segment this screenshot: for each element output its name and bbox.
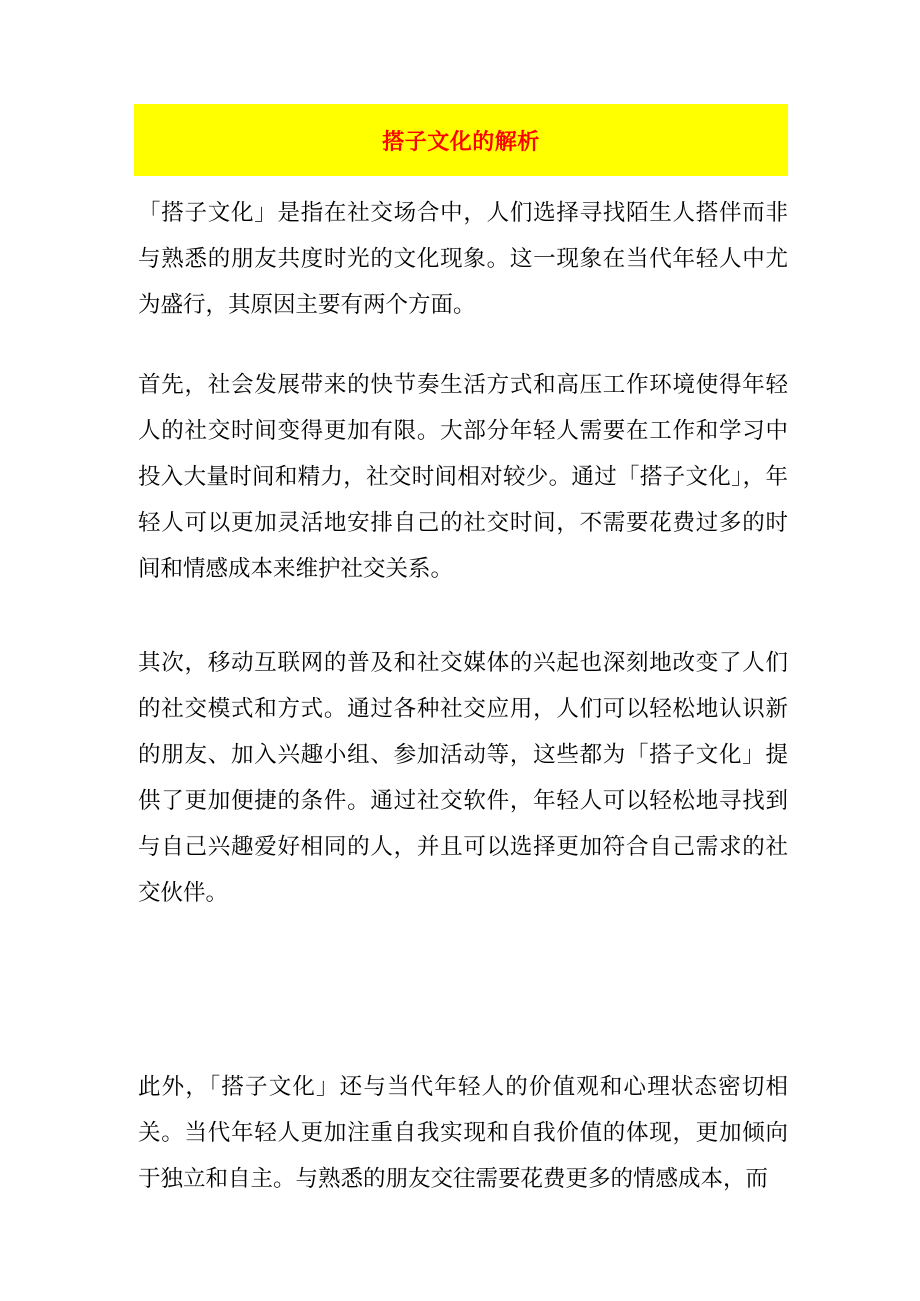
paragraph-additional: 此外，「搭子文化」还与当代年轻人的价值观和心理状态密切相关。当代年轻人更加注重自我实现和自我价值的体现，更加倾向于独立和自主。与熟悉的朋友交往需要花费更多的情感成本，而 <box>138 1074 788 1192</box>
paragraph-second-reason: 其次，移动互联网的普及和社交媒体的兴起也深刻地改变了人们的社交模式和方式。通过各种社交应用，人们可以轻松地认识新的朋友、加入兴趣小组、参加活动等，这些都为「搭子文化」提供了更加便捷的条件。通过社交软件，年轻人可以轻松地寻找到与自己兴趣爱好相同的人，并且可以选择更加符合自己需求的社交伙伴。 <box>138 650 788 906</box>
paragraph-first-reason: 首先，社会发展带来的快节奏生活方式和高压工作环境使得年轻人的社交时间变得更加有限。大部分年轻人需要在工作和学习中投入大量时间和精力，社交时间相对较少。通过「搭子文化」，年轻人可以更加灵活地安排自己的社交时间，不需要花费过多的时间和情感成本来维护社交关系。 <box>138 372 788 582</box>
document-title: 搭子文化的解析 <box>382 129 540 155</box>
title-banner <box>134 104 788 176</box>
paragraph-intro: 「搭子文化」是指在社交场合中，人们选择寻找陌生人搭伴而非与熟悉的朋友共度时光的文化现象。这一现象在当代年轻人中尤为盛行，其原因主要有两个方面。 <box>138 200 788 318</box>
